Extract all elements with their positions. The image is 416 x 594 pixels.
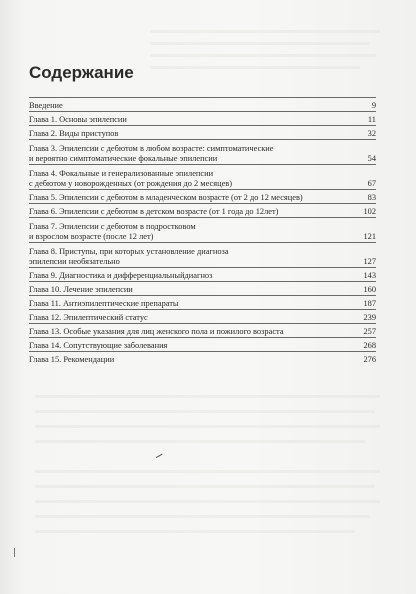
toc-entry-page: 121 (363, 232, 376, 241)
toc-entry-page: 160 (363, 285, 376, 294)
toc-entry-page: 9 (371, 101, 376, 110)
toc-entry-page: 54 (367, 154, 376, 163)
toc-entry-title: Глава 6. Эпилепсии с дебютом в детском возрасте (от 1 года до 12лет) (29, 207, 279, 216)
margin-tick (14, 548, 15, 557)
toc-entry (29, 295, 376, 309)
toc-entry (29, 203, 376, 217)
toc-entry (29, 125, 376, 139)
toc-entry-title: Глава 8. Приступы, при которых установление диагноза эпилепсии необязательно (29, 247, 229, 266)
toc-entry-title: Глава 2. Виды приступов (29, 129, 119, 138)
toc-entry-title: Глава 1. Основы эпилепсии (29, 115, 127, 124)
toc-entry-title: Глава 12. Эпилептический статус (29, 313, 148, 322)
toc-entry-page: 127 (363, 257, 376, 266)
bleed-through (35, 485, 375, 488)
toc-entry-page: 187 (363, 299, 376, 308)
bleed-through (150, 54, 376, 57)
toc-entry-title: Глава 9. Диагностика и дифференциальныйдиагноз (29, 271, 213, 280)
bleed-through (150, 30, 380, 33)
toc-entry-page: 143 (363, 271, 376, 280)
toc-entry-title: Глава 7. Эпилепсии с дебютом в подростковом и взрослом возрасте (после 12 лет) (29, 222, 196, 241)
toc-entry-page: 268 (363, 341, 376, 350)
bleed-through (35, 470, 380, 473)
toc-entry-page: 257 (363, 327, 376, 336)
bleed-through (35, 425, 380, 428)
toc-entry (29, 267, 376, 281)
bleed-through (35, 500, 380, 503)
toc-entry-title: Глава 13. Особые указания для лиц женского пола и пожилого возраста (29, 327, 284, 336)
toc-entry (29, 323, 376, 337)
toc-entry (29, 97, 376, 111)
bleed-through (150, 42, 370, 45)
bleed-through (35, 395, 380, 398)
toc-entry-page: 102 (363, 207, 376, 216)
toc-entry (29, 242, 376, 267)
toc-entry-page: 276 (363, 355, 376, 364)
toc-entry-page: 83 (367, 193, 376, 202)
toc-entry (29, 337, 376, 351)
toc-entry-title: Глава 5. Эпилепсии с дебютом в младенческом возрасте (от 2 до 12 месяцев) (29, 193, 303, 202)
toc-entry (29, 189, 376, 203)
toc-entry-title: Введение (29, 101, 63, 110)
bleed-through (35, 515, 370, 518)
toc-entry-title: Глава 15. Рекомендации (29, 355, 115, 364)
bleed-through (35, 440, 365, 443)
pencil-mark (156, 454, 165, 463)
table-of-contents (29, 97, 376, 365)
toc-entry (29, 309, 376, 323)
toc-entry-title: Глава 4. Фокальные и генерализованные эпилепсии с дебютом у новорожденных (от рождения до 2 месяцев) (29, 169, 233, 188)
toc-entry (29, 351, 376, 365)
toc-entry-page: 67 (367, 179, 376, 188)
toc-entry-title: Глава 10. Лечение эпилепсии (29, 285, 133, 294)
bleed-through (35, 410, 375, 413)
toc-entry (29, 217, 376, 242)
toc-entry (29, 111, 376, 125)
toc-entry-page: 239 (363, 313, 376, 322)
toc-entry-title: Глава 11. Антиэпилептические препараты (29, 299, 179, 308)
bleed-through (150, 66, 360, 69)
bleed-through (35, 530, 355, 533)
toc-entry-page: 32 (367, 129, 376, 138)
toc-entry-page: 11 (367, 115, 376, 124)
toc-entry (29, 281, 376, 295)
page-title: Содержание (29, 63, 134, 82)
toc-entry-title: Глава 3. Эпилепсии с дебютом в любом возрасте: симптоматические и вероятно симптоматические фокальные эпилепсии (29, 144, 274, 163)
toc-entry (29, 164, 376, 189)
toc-entry-title: Глава 14. Сопутствующие заболевания (29, 341, 168, 350)
toc-entry (29, 139, 376, 164)
